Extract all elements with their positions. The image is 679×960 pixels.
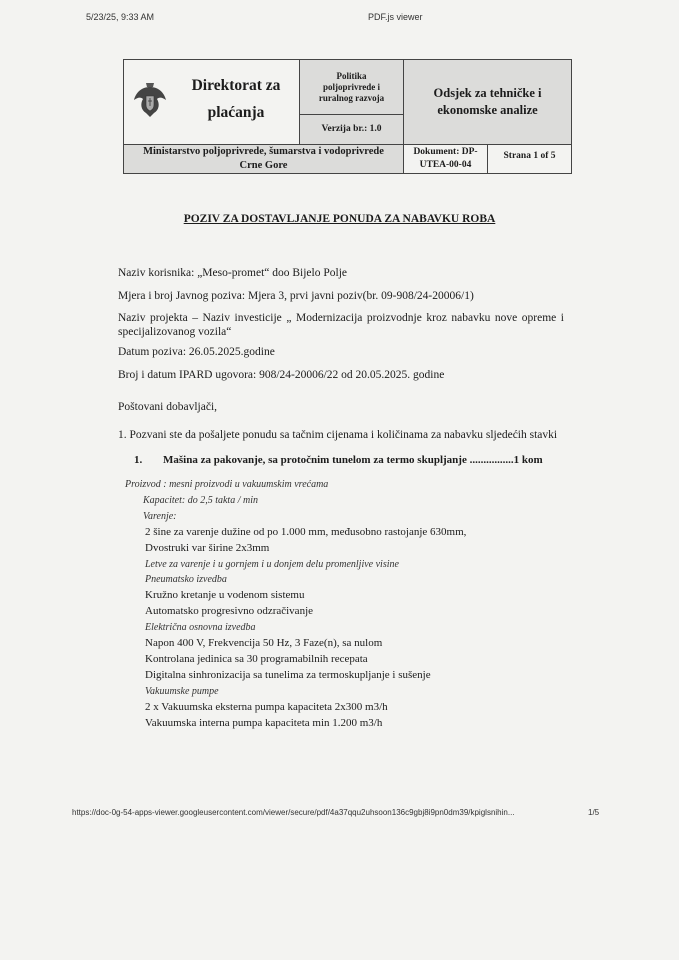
print-page-number: 1/5 xyxy=(588,808,600,817)
viewer-title: PDF.js viewer xyxy=(368,12,423,22)
spec-heading: Pneumatsko izvedba xyxy=(145,574,227,586)
print-datetime: 5/23/25, 9:33 AM xyxy=(86,12,155,22)
document-header-table xyxy=(123,59,572,174)
directorate-cell xyxy=(124,60,300,145)
spec-product: Proizvod : mesni proizvodi u vakuumskim vrećama xyxy=(125,479,329,490)
measure-line: Mjera i broj Javnog poziva: Mjera 3, prvi javni poziv(br. 09-908/24-20006/1) xyxy=(118,290,474,302)
spec-item: Napon 400 V, Frekvencija 50 Hz, 3 Faze(n), sa nulom xyxy=(145,637,383,650)
spec-welding-heading: Varenje: xyxy=(143,510,177,522)
spec-heading: Električna osnovna izvedba xyxy=(145,622,256,634)
spec-heading: Vakuumske pumpe xyxy=(145,685,219,697)
montenegro-coat-of-arms-icon xyxy=(132,80,168,120)
policy-cell: Politika poljoprivrede i ruralnog razvoja Verzija br.: 1.0 xyxy=(300,60,404,145)
spec-item: Kružno kretanje u vodenom sistemu xyxy=(145,589,305,602)
version-label: Verzija br.: 1.0 xyxy=(321,124,382,134)
print-url: https://doc-0g-54-apps-viewer.googleusercontent.com/viewer/secure/pdf/4a37qqu2uhsoon136c9gbj8i9pn0dm39/kpiglsnihin... xyxy=(72,808,515,817)
greeting: Poštovani dobavljači, xyxy=(118,401,218,413)
page-info-cell: Strana 1 of 5 xyxy=(488,145,572,174)
spec-item: Digitalna sinhronizacija sa tunelima za termoskupljanje i sušenje xyxy=(145,668,431,681)
document-title: POZIV ZA DOSTAVLJANJE PONUDA ZA NABAVKU ROBA xyxy=(183,213,496,225)
browser-print-header xyxy=(0,6,679,22)
project-line: Naziv projekta – Naziv investicije „ Modernizacija proizvodnje kroz nabavku nove opreme i specijalizovanog vozila“ xyxy=(118,312,564,338)
instruction-line: 1. Pozvani ste da pošaljete ponudu sa tačnim cijenama i količinama za nabavku sljedećih stavki xyxy=(118,429,558,441)
spec-heading: Letve za varenje i u gornjem i u donjem delu promenljive visine xyxy=(145,558,399,570)
department-cell xyxy=(404,60,572,145)
call-date-line: Datum poziva: 26.05.2025.godine xyxy=(118,346,275,358)
spec-item: 2 x Vakuumska eksterna pumpa kapaciteta 2x300 m3/h xyxy=(145,700,388,713)
spec-capacity: Kapacitet: do 2,5 takta / min xyxy=(143,494,258,506)
document-number-cell: Dokument: DP- UTEA-00-04 xyxy=(404,145,488,174)
beneficiary-line: Naziv korisnika: „Meso-promet“ doo Bijelo Polje xyxy=(118,267,347,279)
spec-item: Vakuumska interna pumpa kapaciteta min 1.200 m3/h xyxy=(145,716,383,729)
ministry-cell: Ministarstvo poljoprivrede, šumarstva i vodoprivrede Crne Gore xyxy=(124,145,404,174)
contract-line: Broj i datum IPARD ugovora: 908/24-20006/22 od 20.05.2025. godine xyxy=(118,369,445,381)
spec-item: 2 šine za varenje dužine od po 1.000 mm, međusobno rastojanje 630mm, xyxy=(145,525,467,538)
spec-item: Kontrolana jedinica sa 30 programabilnih recepata xyxy=(145,652,368,665)
item-label: Mašina za pakovanje, sa protočnim tunelom za termo skupljanje ................1 kom xyxy=(163,454,543,466)
item-number: 1. xyxy=(134,454,143,466)
department-name: Odsjek za tehničke i ekonomske analize xyxy=(433,86,542,117)
directorate-name: Direktorat za plaćanja xyxy=(191,77,281,121)
item-specifications xyxy=(125,477,505,732)
spec-item: Dvostruki var širine 2x3mm xyxy=(145,541,270,554)
spec-item: Automatsko progresivno odzračivanje xyxy=(145,605,314,618)
